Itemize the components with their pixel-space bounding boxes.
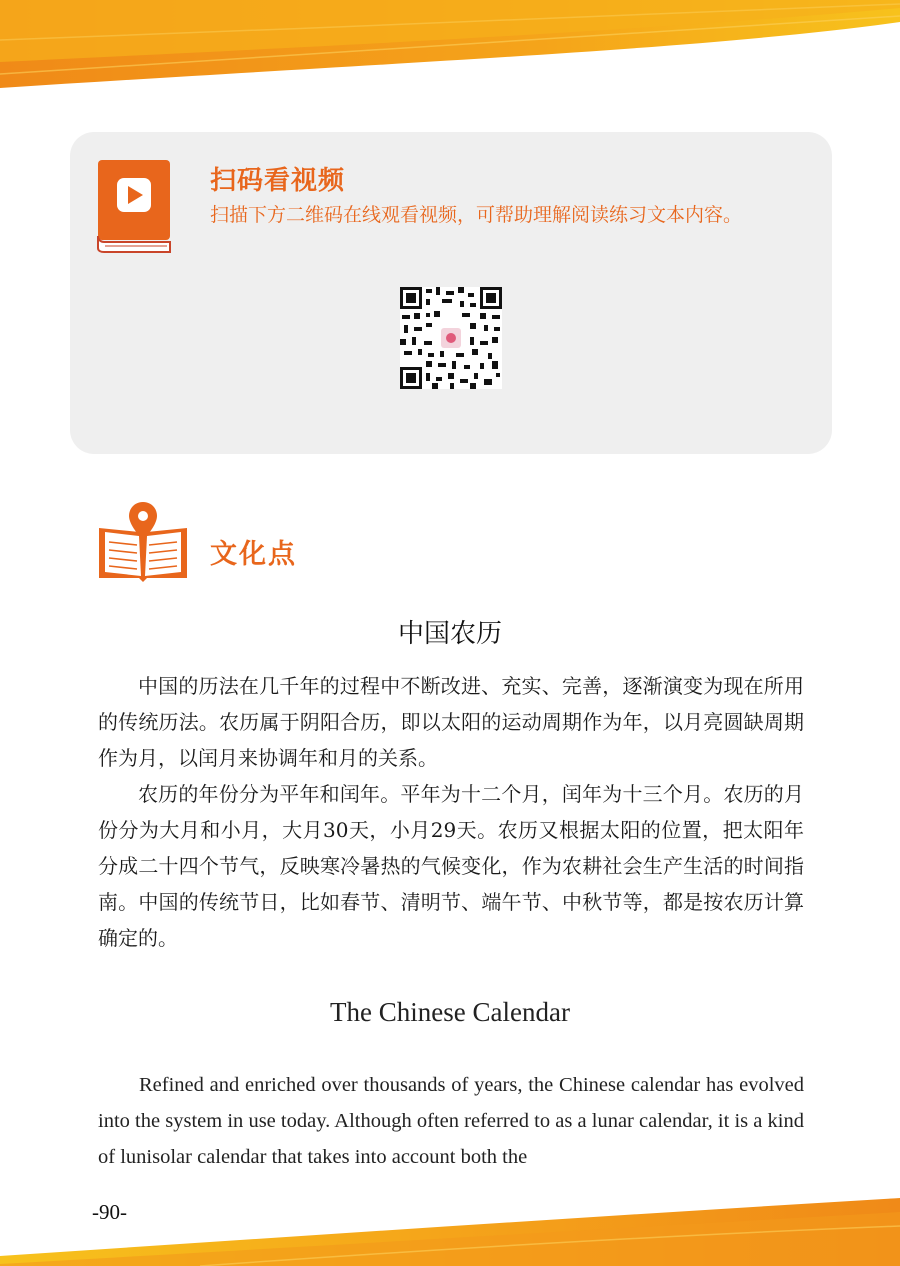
article-title-english: The Chinese Calendar (330, 997, 570, 1027)
culture-section-title: 文化点 (210, 539, 297, 570)
article-title-chinese: 中国农历 (397, 619, 502, 649)
article-paragraph-chinese: 中国的历法在几千年的过程中不断改进、充实、完善，逐渐演变为现在所用的传统历法。农历属于阴阳合历，即以太阳的运动周期作为年，以月亮圆缺周期作为月，以闰月来协调年和月的关系。 (98, 674, 804, 770)
video-book-icon (95, 158, 173, 254)
article-paragraph-chinese: 农历的年份分为平年和闰年。平年为十二个月，闰年为十三个月。农历的月份分为大月和小月，大月30天，小月29天。农历又根据太阳的位置，把太阳年分成二十四个节气，反映寒冷暑热的气候变化，作为农耕社会生产生活的时间指南。中国的传统节日，比如春节、清明节、端午节、中秋节等，都是按农历计算确定的。 (98, 782, 804, 950)
article-paragraph-english: Refined and enriched over thousands of years, the Chinese calendar has evolved into the system in use today. Although often referred to as a lunar calendar, it is a kind of lunisolar calendar that takes into account both the (98, 1074, 804, 1168)
video-section-title: 扫码看视频 (210, 166, 346, 196)
page-number: -90- (92, 1200, 127, 1224)
top-decorative-band (0, 0, 900, 100)
bottom-decorative-band (0, 1190, 900, 1266)
qr-code-icon[interactable] (400, 287, 502, 389)
open-book-location-icon (95, 500, 191, 586)
video-section-description: 扫描下方二维码在线观看视频，可帮助理解阅读练习文本内容。 (210, 204, 743, 226)
